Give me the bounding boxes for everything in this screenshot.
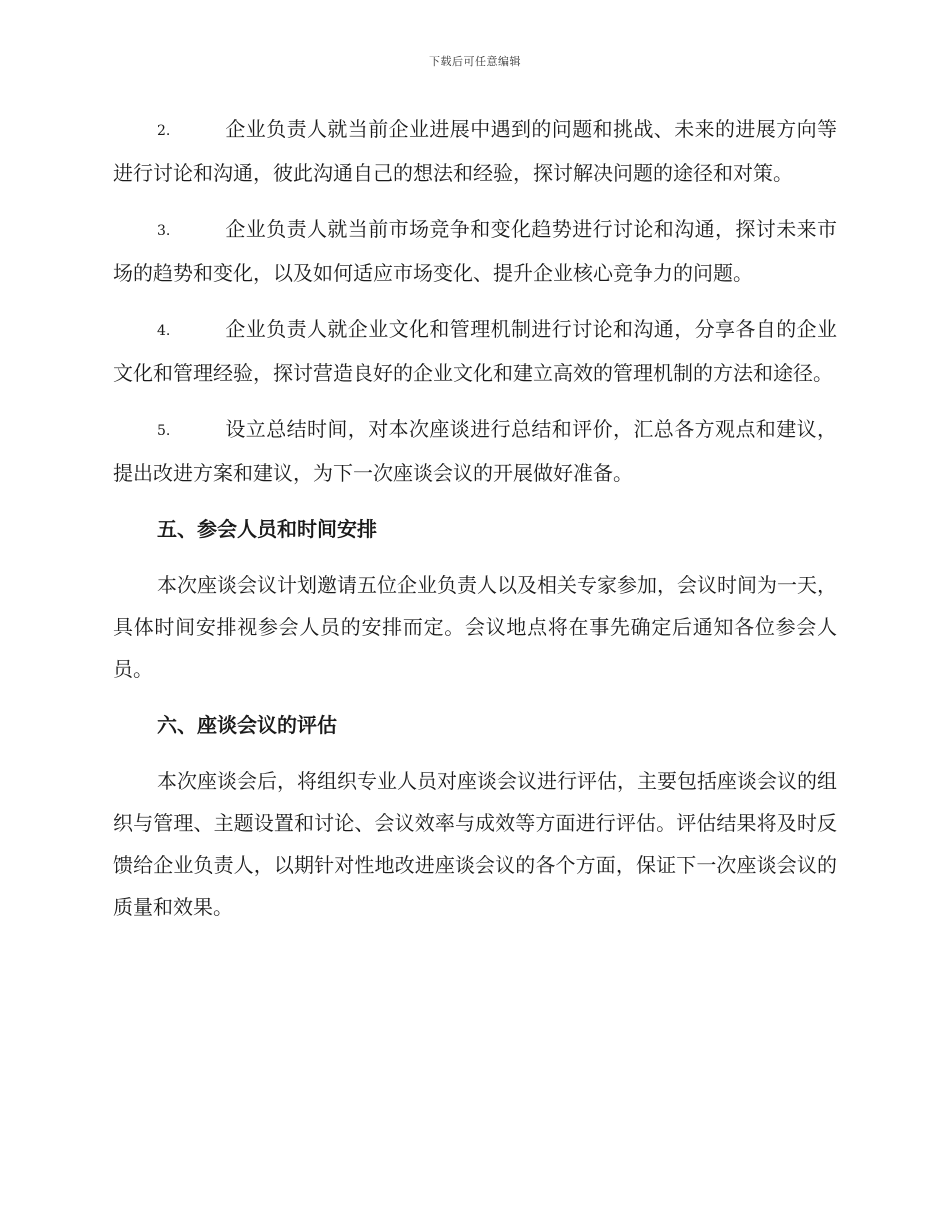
section-body-attendees: 本次座谈会议计划邀请五位企业负责人以及相关专家参加，会议时间为一天，具体时间安排视参会人员的安排而定。会议地点将在事先确定后通知各位参会人员。 bbox=[113, 573, 837, 681]
list-item-text: 企业负责人就当前市场竞争和变化趋势进行讨论和沟通，探讨未来市场的趋势和变化，以及如何适应市场变化、提升企业核心竞争力的问题。 bbox=[113, 217, 837, 285]
list-item-number: 4. bbox=[157, 323, 171, 339]
list-item bbox=[113, 108, 837, 194]
section-heading-evaluation: 六、座谈会议的评估 bbox=[157, 713, 337, 737]
list-item bbox=[113, 408, 837, 494]
list-item bbox=[113, 208, 837, 294]
list-item-number: 3. bbox=[157, 223, 171, 239]
section-heading-attendees: 五、参会人员和时间安排 bbox=[157, 517, 377, 541]
list-item-number: 2. bbox=[157, 123, 171, 139]
list-item-number: 5. bbox=[157, 423, 171, 439]
section-body-evaluation: 本次座谈会后，将组织专业人员对座谈会议进行评估，主要包括座谈会议的组织与管理、主题设置和讨论、会议效率与成效等方面进行评估。评估结果将及时反馈给企业负责人，以期针对性地改进座谈会议的各个方面，保证下一次座谈会议的质量和效果。 bbox=[113, 769, 837, 919]
document-body bbox=[113, 108, 837, 942]
page-header: 下载后可任意编辑 bbox=[429, 55, 521, 68]
list-item-text: 企业负责人就企业文化和管理机制进行讨论和沟通，分享各自的企业文化和管理经验，探讨营造良好的企业文化和建立高效的管理机制的方法和途径。 bbox=[113, 317, 837, 385]
list-item-text: 企业负责人就当前企业进展中遇到的问题和挑战、未来的进展方向等进行讨论和沟通，彼此沟通自己的想法和经验，探讨解决问题的途径和对策。 bbox=[113, 117, 837, 185]
list-item bbox=[113, 308, 837, 394]
list-item-text: 设立总结时间，对本次座谈进行总结和评价，汇总各方观点和建议，提出改进方案和建议，为下一次座谈会议的开展做好准备。 bbox=[113, 417, 837, 485]
